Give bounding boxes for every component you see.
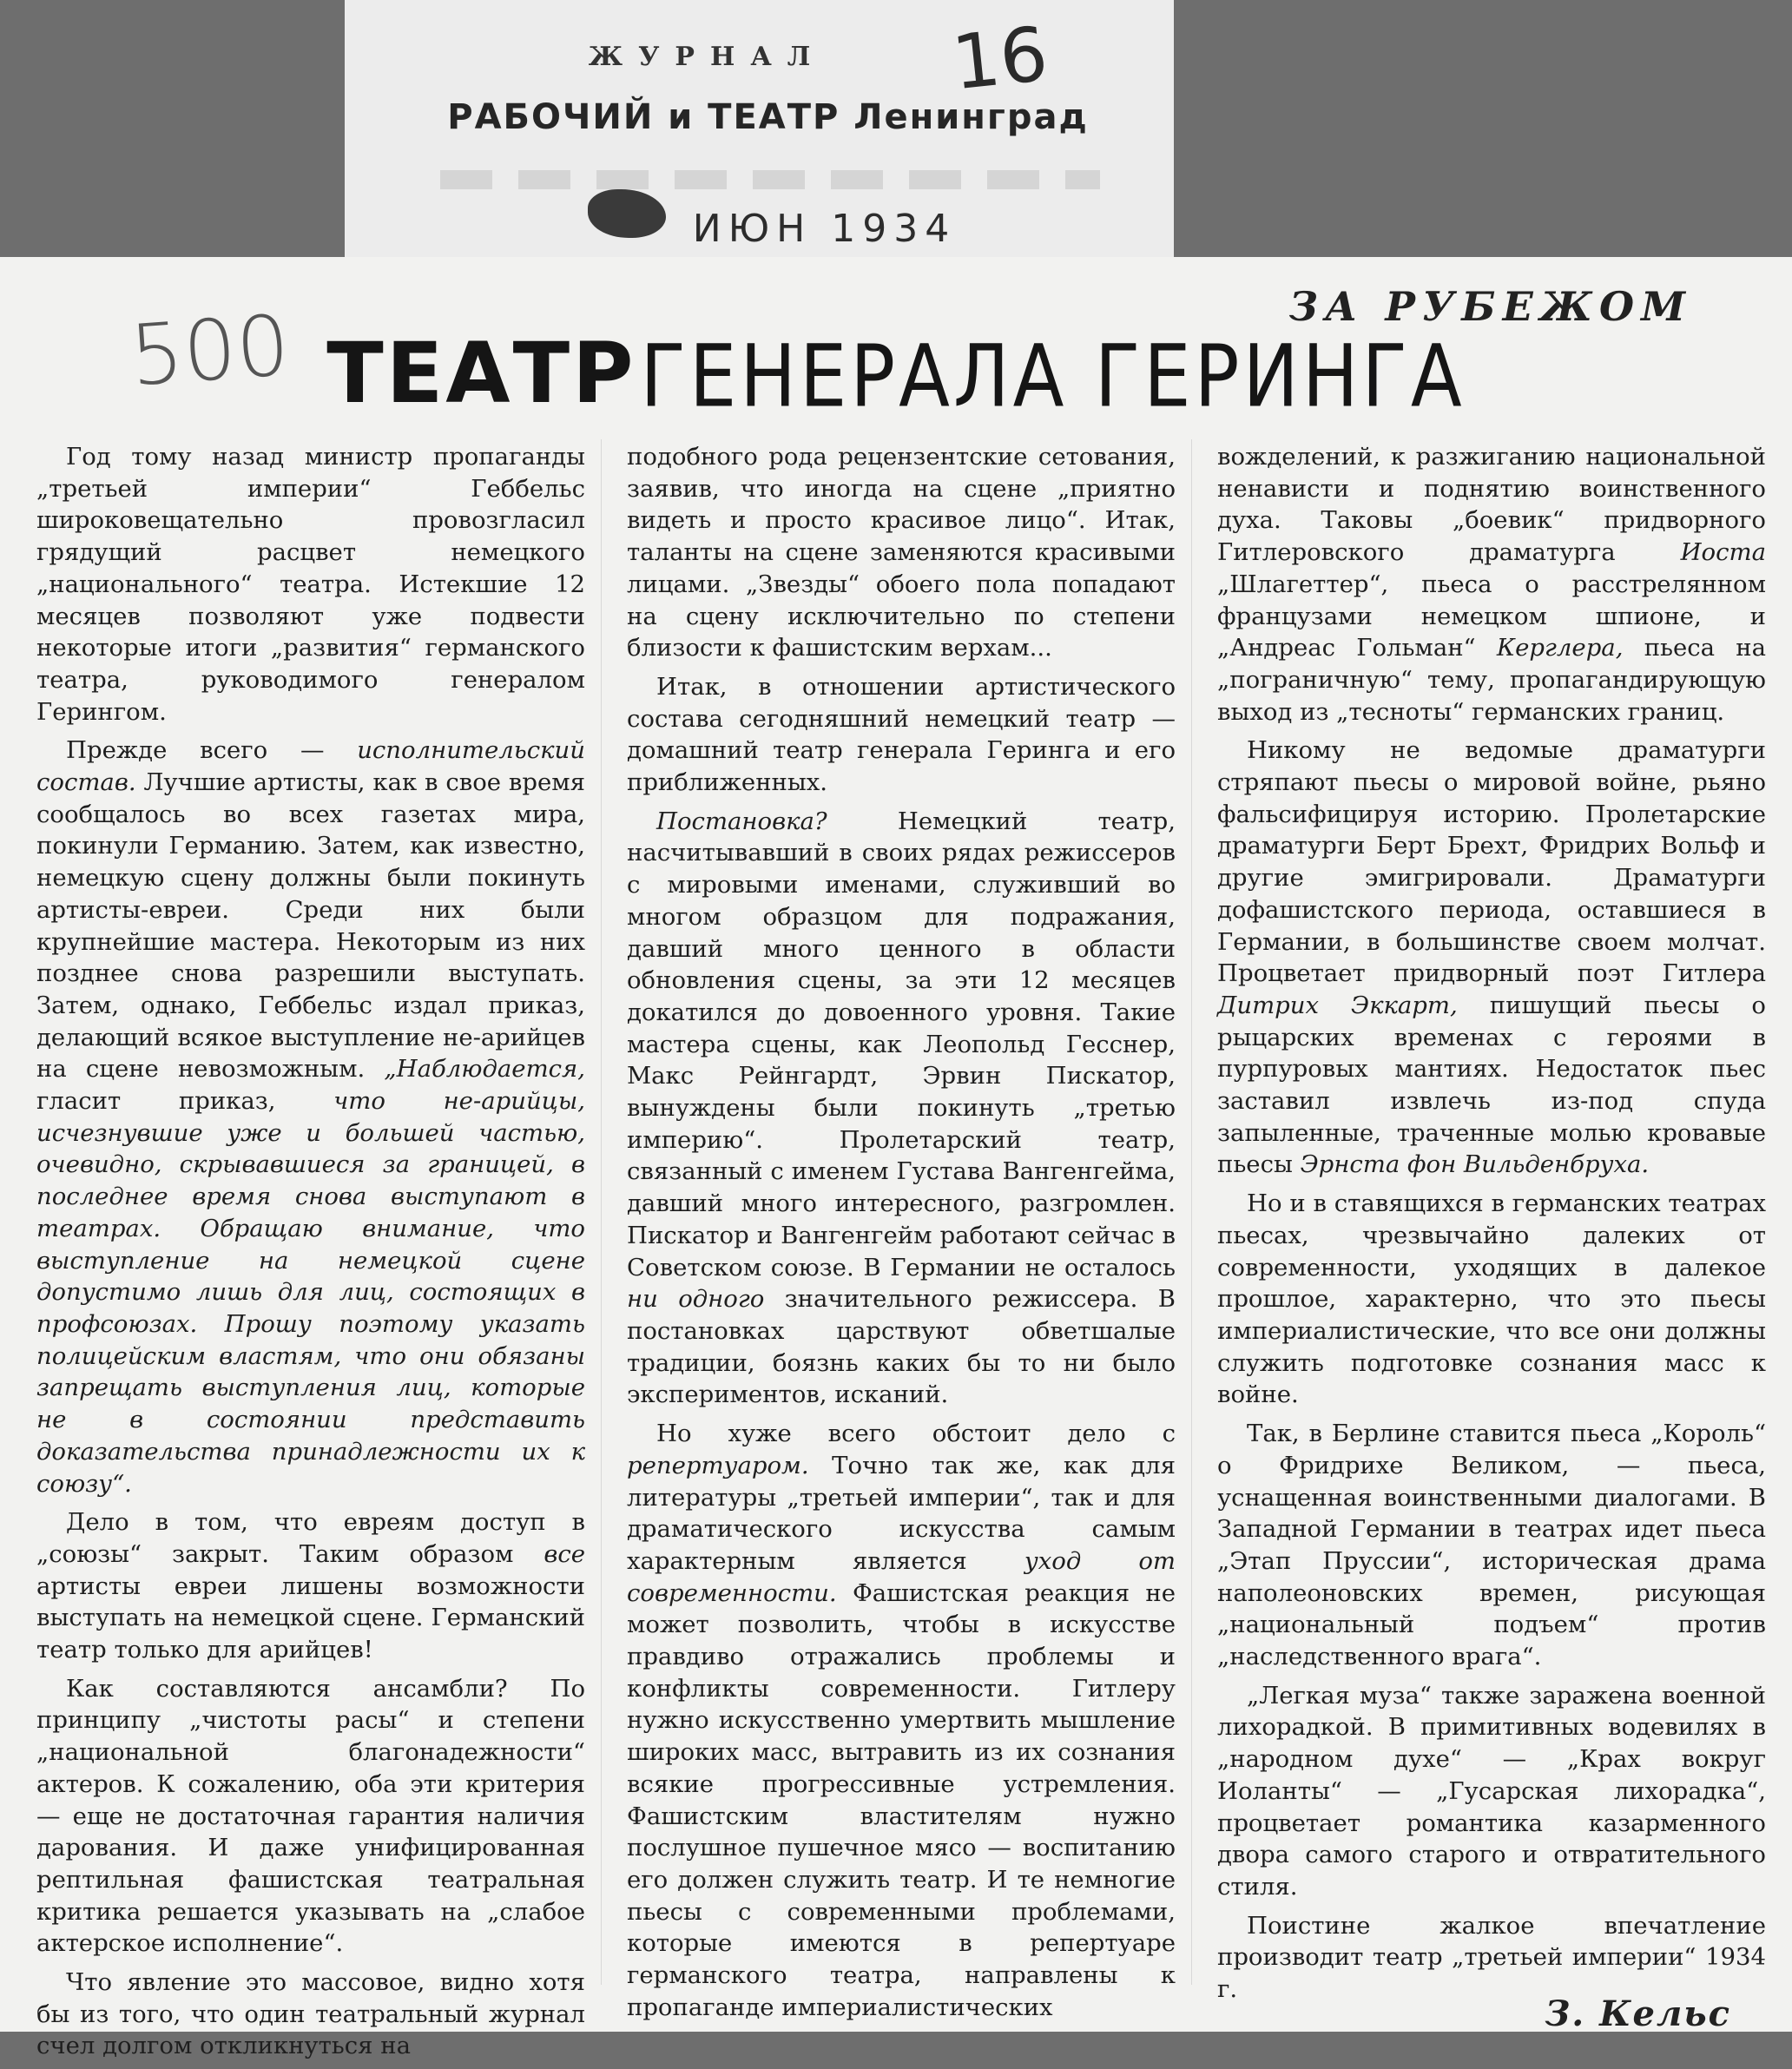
headline-bold: ТЕАТР xyxy=(326,325,636,422)
newspaper-clipping xyxy=(0,257,1792,2060)
paragraph: „Легкая муза“ также заражена военной лихорадкой. В примитивных водевилях в „народном духе“ — „Крах вокруг Иоланты“ — „Гусарская лихорадка“, процветает романтика казарменного двора самого старого и отвратительного стиля. xyxy=(1217,1681,1766,1901)
journal-label-clip xyxy=(345,0,1174,260)
article-column-3 xyxy=(1217,441,1766,2013)
article-column-2 xyxy=(627,441,1176,2030)
paragraph: Но и в ставящихся в германских театрах пьесах, чрезвычайно далеких от современности, уходящих в далекое прошлое, характерно, что это пьесы империалистические, что все они должны служить подготовке сознания масс к войне. xyxy=(1217,1189,1766,1409)
paragraph: Итак, в отношении артистического состава сегодняшний немецкий театр — домашний театр генерала Геринга и его приближенных. xyxy=(627,672,1176,797)
label-journal: ЖУРНАЛ xyxy=(588,42,827,72)
paragraph: вожделений, к разжиганию национальной ненависти и поднятию воинственного духа. Таковы „боевик“ придворного Гитлеровского драматурга Иоста „Шлагеттер“, пьеса о расстрелянном французами немецком шпионе, и „Андреас Гольман“ Керглера, пьеса на „пограничную“ тему, пропагандирующую выход из „тесноты“ германских границ. xyxy=(1217,443,1767,726)
paragraph: Дело в том, что евреям доступ в „союзы“ закрыт. Таким образом все артисты евреи лишены возможности выступать на немецкой сцене. Германский театр только для арийцев! xyxy=(36,1508,585,1664)
paragraph: Постановка? Немецкий театр, насчитывавший в своих рядах режиссеров с мировыми именами, служивший во многом образцом для подражания, давший много ценного в области обновления сцены, за эти 12 месяцев докатился до довоенного уровня. Такие мастера сцены, как Леопольд Гесснер, Макс Рейнгардт, Эрвин Пискатор, вынуждены были покинуть „третью империю“. Пролетарский театр, связанный с именем Густава Вангенгейма, давший много интересного, разгромлен. Пискатор и Вангенгейм работают сейчас в Советском союзе. В Германии не осталось ни одного значительного режиссера. В постановках царствуют обветшалые традиции, боязнь каких бы то ни было экспериментов, исканий. xyxy=(627,807,1176,1409)
paragraph: Прежде всего — исполнительский состав. Лучшие артисты, как в свое время сообщалось во всех газетах мира, покинули Германию. Затем, как известно, немецкую сцену должны были покинуть артисты-евреи. Среди них были крупнейшие мастера. Некоторым из них позднее снова разрешили выступать. Затем, однако, Геббельс издал приказ, делающий всякое выступление не-арийцев на сцене невозможным. „Наблюдается, гласит приказ, что не-арийцы, исчезнувшие уже и большей частью, очевидно, скрывавшиеся за границей, в последнее время снова выступают в театрах. Обращаю внимание, что выступление на немецкой сцене допустимо лишь для лиц, состоящих в профсоюзах. Прошу поэтому указать полицейским властям, что они обязаны запрещать выступления лиц, которые не в состоянии представить доказательства принадлежности их к союзу“. xyxy=(36,736,585,1498)
headline xyxy=(0,325,1792,427)
paragraph: Год тому назад министр пропаганды „третьей империи“ Геббельс широковещательно провозгласил грядущий расцвет немецкого „национального“ театра. Истекшие 12 месяцев позволяют уже подвести некоторые итоги „развития“ германского театра, руководимого генералом Герингом. xyxy=(36,443,585,726)
paragraph: Что явление это массовое, видно хотя бы из того, что один театральный журнал счел долгом откликнуться на xyxy=(36,1968,585,2060)
handwritten-issue-number: 16 xyxy=(948,10,1052,108)
headline-rest: ГЕНЕРАЛА ГЕРИНГА xyxy=(640,326,1466,427)
section-label: ЗА РУБЕЖОМ xyxy=(1288,283,1692,330)
paragraph: Так, в Берлине ставится пьеса „Король“ о Фридрихе Великом, — пьеса, уснащенная воинственными диалогами. В Западной Германии в театрах идет пьеса „Этап Пруссии“, историческая драма наполеоновских времен, рисующая „национальный подъем“ против „наследственного врага“. xyxy=(1217,1420,1766,1671)
handwritten-catalog-number: 500 xyxy=(127,296,293,405)
paragraph: Поистине жалкое впечатление производит театр „третьей империи“ 1934 г. xyxy=(1217,1911,1766,2004)
paragraph: подобного рода рецензентские сетования, заявив, что иногда на сцене „приятно видеть и просто красивое лицо“. Итак, таланты на сцене заменяются красивыми лицами. „Звезды“ обоего пола попадают на сцену исключительно по степени близости к фашистским верхам... xyxy=(627,443,1176,662)
article-column-1 xyxy=(36,441,585,2069)
column-divider xyxy=(1191,439,1192,1985)
label-date: ИЮН 1934 xyxy=(692,207,957,251)
paragraph: Никому не ведомые драматурги стряпают пьесы о мировой войне, рьяно фальсифицируя историю. Пролетарские драматурги Берт Брехт, Фридрих Вольф и другие эмигрировали. Драматурги дофашистского периода, оставшиеся в Германии, в большинстве своем молчат. Процветает придворный поэт Гитлера Дитрих Эккарт, пишущий пьесы о рыцарских временах с героями в пурпуровых мантиях. Недостаток пьес заставил извлечь из-под спуда запыленные, траченные молью кровавые пьесы Эрнста фон Вильденбруха. xyxy=(1217,736,1766,1179)
paragraph: Как составляются ансамбли? По принципу „чистоты расы“ и степени „национальной благонадежности“ актеров. К сожалению, оба эти критерия — еще не достаточная гарантия наличия дарования. И даже унифицированная рептильная фашистская театральная критика решается указывать на „слабое актерское исполнение“. xyxy=(36,1674,585,1958)
label-publication: РАБОЧИЙ и ТЕАТР Ленинград xyxy=(447,97,1089,137)
column-divider xyxy=(601,439,602,1985)
author-signature: З. Кельс xyxy=(1545,1993,1731,2034)
faint-stamp-row xyxy=(440,170,1100,189)
paragraph: Но хуже всего обстоит дело с репертуаром. Точно так же, как для литературы „третьей империи“, так и для драматического искусства самым характерным является уход от современности. Фашистская реакция не может позволить, чтобы в искусстве правдиво отражались проблемы и конфликты современности. Гитлеру нужно искусственно умертвить мышление широких масс, вытравить из их сознания всякие прогрессивные устремления. Фашистским властителям нужно послушное пушечное мясо — воспитанию его должен служить театр. И те немногие пьесы с современными проблемами, которые имеются в репертуаре германского театра, направлены к пропаганде империалистических xyxy=(627,1420,1176,2021)
